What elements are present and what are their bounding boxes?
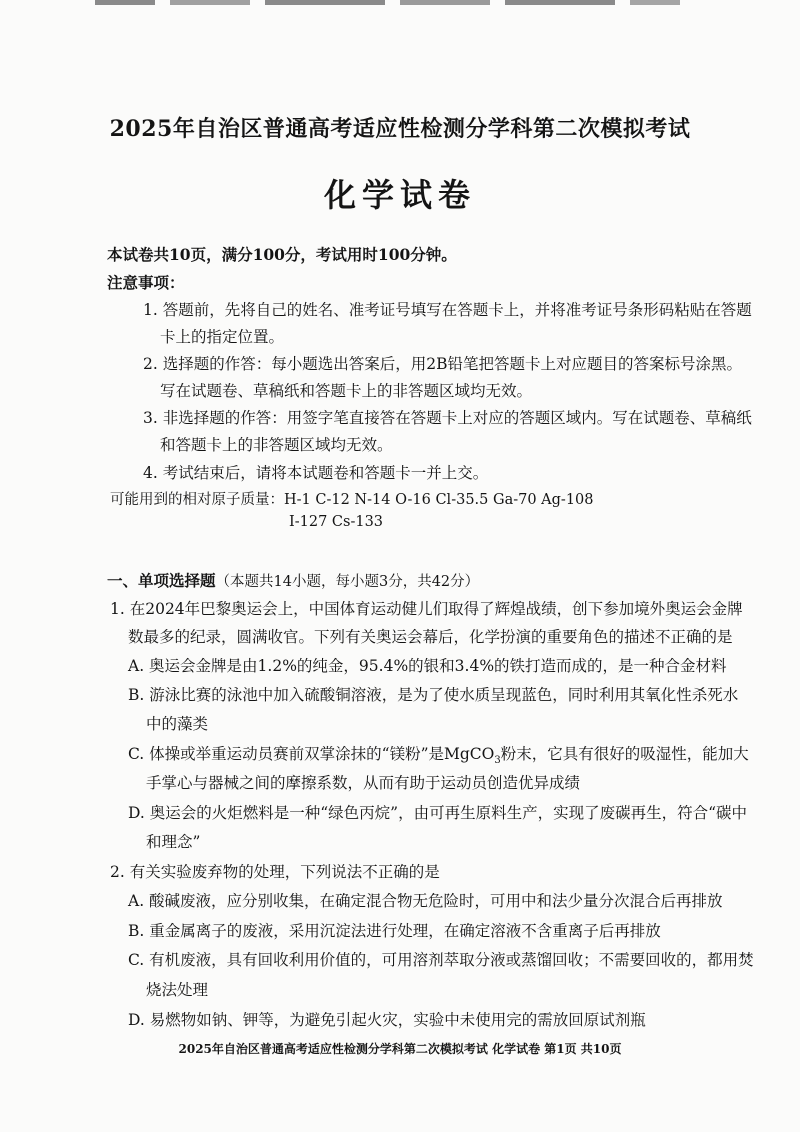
option-d: D. 易燃物如钠、钾等，为避免引起火灾，实验中未使用完的需放回原试剂瓶 xyxy=(128,1011,646,1029)
note-line: 1. 答题前，先将自己的姓名、准考证号填写在答题卡上，并将准考证号条形码粘贴在答题 xyxy=(143,301,752,319)
note-line: 写在试题卷、草稿纸和答题卡上的非答题区域均无效。 xyxy=(160,382,533,400)
question-stem: 数最多的纪录，圆满收官。下列有关奥运会幕后，化学扮演的重要角色的描述不正确的是 xyxy=(128,628,733,646)
scan-edge-marks xyxy=(0,0,800,6)
option-c-cont: 手掌心与器械之间的摩擦系数，从而有助于运动员创造优异成绩 xyxy=(146,774,581,792)
option-c-cont: 烧法处理 xyxy=(146,981,209,999)
note-line: 3. 非选择题的作答：用签字笔直接答在答题卡上对应的答题区域内。写在试题卷、草稿纸 xyxy=(143,409,752,427)
exam-title: 2025年自治区普通高考适应性检测分学科第二次模拟考试 xyxy=(109,116,691,142)
note-line: 和答题卡上的非答题区域均无效。 xyxy=(160,436,393,454)
option-a: A. 奥运会金牌是由1.2%的纯金，95.4%的银和3.4%的铁打造而成的，是一种合金材料 xyxy=(128,657,727,675)
question-stem: 1. 在2024年巴黎奥运会上，中国体育运动健儿们取得了辉煌战绩，创下参加境外奥运会金牌 xyxy=(110,600,743,618)
option-b: B. 重金属离子的废液，采用沉淀法进行处理，在确定溶液不含重离子后再排放 xyxy=(128,922,661,940)
option-b: B. 游泳比赛的泳池中加入硫酸铜溶液，是为了使水质呈现蓝色，同时利用其氧化性杀死水 xyxy=(128,686,739,704)
question-stem: 2. 有关实验废弃物的处理，下列说法不正确的是 xyxy=(110,863,440,881)
section-title: 一、单项选择题 xyxy=(107,571,216,590)
atomic-mass-line: I-127 Cs-133 xyxy=(289,514,384,530)
option-b-cont: 中的藻类 xyxy=(146,715,209,733)
section-note: （本题共14小题，每小题3分，共42分） xyxy=(215,574,480,590)
note-line: 2. 选择题的作答：每小题选出答案后，用2B铅笔把答题卡上对应题目的答案标号涂黑。 xyxy=(143,355,742,373)
exam-info: 本试卷共10页，满分100分，考试用时100分钟。 xyxy=(107,245,457,264)
option-c: C. 有机废液，具有回收利用价值的，可用溶剂萃取分液或蒸馏回收；不需要回收的，都用焚 xyxy=(128,951,754,969)
page-footer: 2025年自治区普通高考适应性检测分学科第二次模拟考试 化学试卷 第1页 共10页 xyxy=(178,1042,622,1056)
option-d-cont: 和理念” xyxy=(146,833,201,851)
option-d: D. 奥运会的火炬燃料是一种“绿色丙烷”，由可再生原料生产，实现了废碳再生，符合“碳中 xyxy=(128,804,748,822)
section-heading xyxy=(107,569,479,591)
subscript: 3 xyxy=(494,755,501,767)
note-line: 卡上的指定位置。 xyxy=(160,328,285,346)
option-a: A. 酸碱废液，应分别收集，在确定混合物无危险时，可用中和法少量分次混合后再排放 xyxy=(128,892,723,910)
subject-title: 化学试卷 xyxy=(323,176,476,214)
atomic-mass-line: 可能用到的相对原子质量：H-1 C-12 N-14 O-16 Cl-35.5 Ga-70 Ag-108 xyxy=(110,492,594,508)
note-line: 4. 考试结束后，请将本试题卷和答题卡一并上交。 xyxy=(143,464,489,482)
option-c-text-rest: 粉末，它具有很好的吸湿性，能加大 xyxy=(500,745,749,763)
option-c-text: C. 体操或举重运动员赛前双掌涂抹的“镁粉”是MgCO xyxy=(128,745,495,763)
notice-title: 注意事项： xyxy=(107,273,185,292)
option-c xyxy=(128,742,749,766)
